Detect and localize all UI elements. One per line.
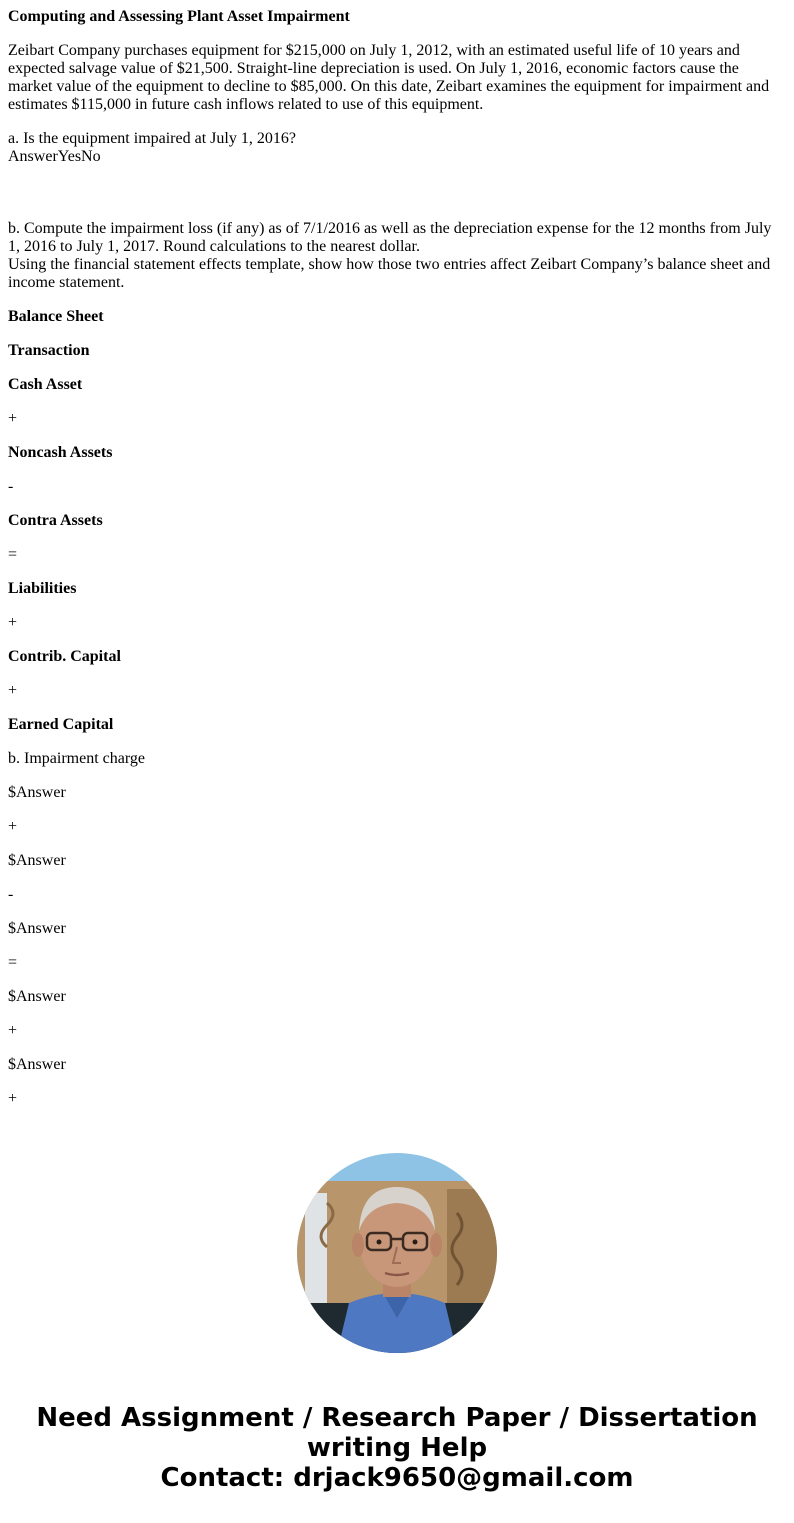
author-avatar <box>297 1153 497 1353</box>
operator-minus: - <box>8 478 14 495</box>
operator-equals: = <box>8 546 18 563</box>
financial-template <box>8 308 778 1108</box>
part-a-answer-select[interactable] <box>8 148 778 166</box>
problem-title: Computing and Assessing Plant Asset Impairment <box>8 8 350 25</box>
row-label-impairment-charge: b. Impairment charge <box>8 750 145 767</box>
operator-plus: + <box>8 818 18 835</box>
option-yes[interactable]: Yes <box>57 148 82 165</box>
operator-plus: + <box>8 682 18 699</box>
operator-equals: = <box>8 954 18 971</box>
header-contrib-capital: Contrib. Capital <box>8 648 121 665</box>
footer-contact: Contact: drjack9650@gmail.com <box>160 1463 634 1493</box>
header-liabilities: Liabilities <box>8 580 77 597</box>
header-earned-capital: Earned Capital <box>8 716 114 733</box>
cash-asset-answer-input[interactable]: $Answer <box>8 784 66 801</box>
part-b-instruction: Using the financial statement effects template, show how those two entries affect Zeibart Company’s balance sheet and income statement. <box>8 256 771 291</box>
author-photo <box>297 1153 497 1353</box>
header-cash-asset: Cash Asset <box>8 376 83 393</box>
header-transaction: Transaction <box>8 342 90 359</box>
answer-placeholder: Answer <box>8 148 58 165</box>
spacer <box>8 166 778 220</box>
contrib-capital-answer-input[interactable]: $Answer <box>8 1056 66 1073</box>
operator-plus: + <box>8 1022 18 1039</box>
header-contra-assets: Contra Assets <box>8 512 103 529</box>
section-heading-balance-sheet: Balance Sheet <box>8 308 104 325</box>
footer-line-1: Need Assignment / Research Paper / Dissertation <box>36 1403 758 1433</box>
contra-assets-answer-input[interactable]: $Answer <box>8 920 66 937</box>
part-a-question: a. Is the equipment impaired at July 1, 2016? <box>8 130 296 147</box>
operator-plus: + <box>8 1090 18 1107</box>
problem-content <box>8 8 778 1108</box>
operator-minus: - <box>8 886 14 903</box>
liabilities-answer-input[interactable]: $Answer <box>8 988 66 1005</box>
operator-plus: + <box>8 614 18 631</box>
operator-plus: + <box>8 410 18 427</box>
option-no[interactable]: No <box>81 148 101 165</box>
promo-footer <box>0 1403 794 1493</box>
part-b-question: b. Compute the impairment loss (if any) as of 7/1/2016 as well as the depreciation expense for the 12 months from July 1, 2016 to July 1, 2017. Round calculations to the nearest dollar. <box>8 220 772 255</box>
footer-line-2: writing Help <box>306 1433 488 1463</box>
header-noncash-assets: Noncash Assets <box>8 444 113 461</box>
problem-intro: Zeibart Company purchases equipment for $215,000 on July 1, 2012, with an estimated useful life of 10 years and expected salvage value of $21,500. Straight-line depreciation is used. On July 1, 2016, economic factors cause the market value of the equipment to decline to $85,000. On this date, Zeibart examines the equipment for impairment and estimates $115,000 in future cash inflows related to use of this equipment. <box>8 42 770 113</box>
noncash-assets-answer-input[interactable]: $Answer <box>8 852 66 869</box>
